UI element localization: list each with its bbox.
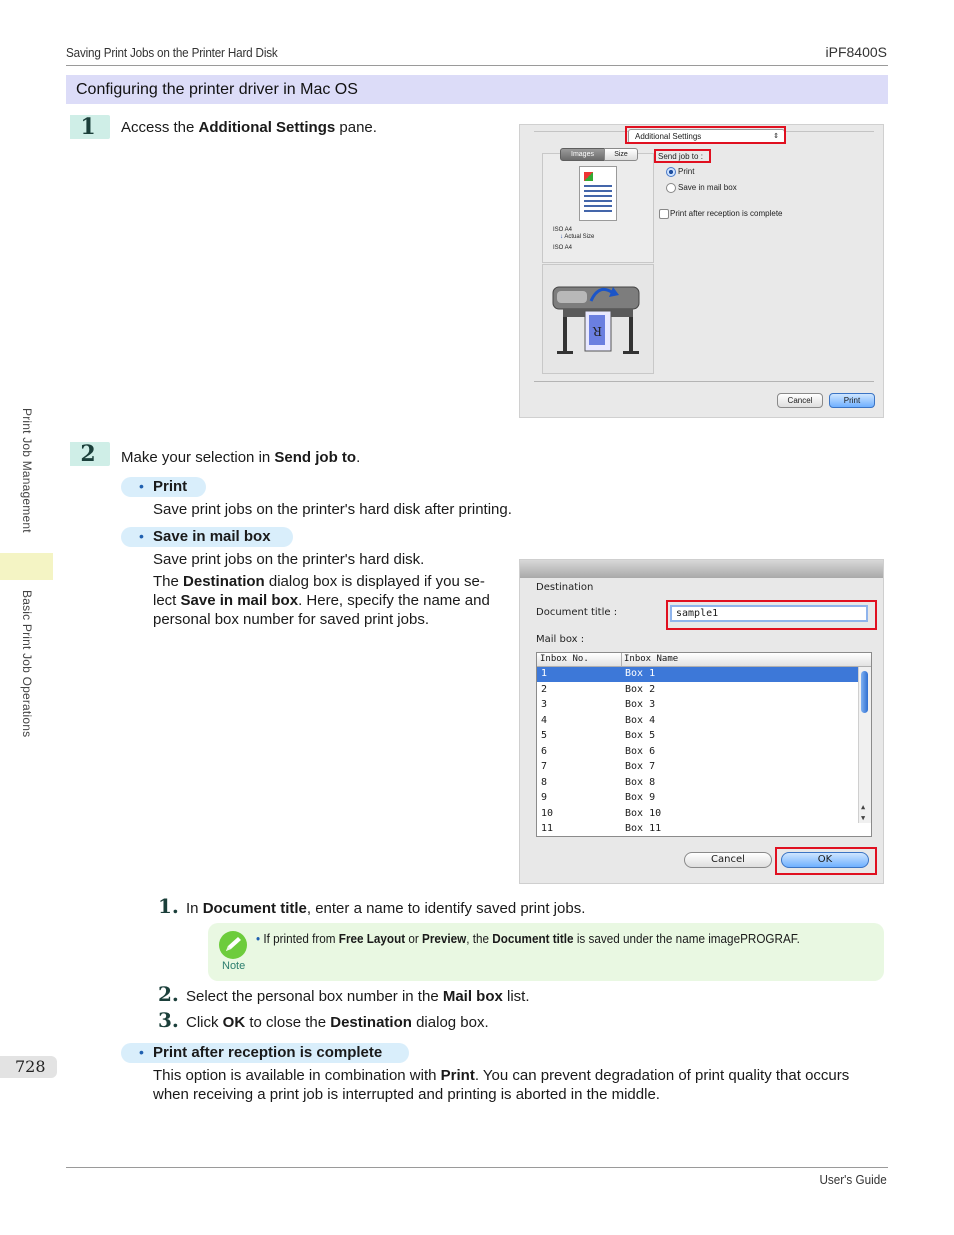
dest-text: The bbox=[153, 573, 184, 590]
text-line bbox=[584, 185, 612, 187]
inbox-number: 5 bbox=[541, 730, 548, 741]
inbox-name: Box 7 bbox=[625, 761, 656, 772]
inbox-name: Box 5 bbox=[625, 730, 656, 741]
step-2-text bbox=[121, 448, 360, 467]
document-title-input[interactable]: sample1 bbox=[670, 605, 868, 622]
running-header-left: Saving Print Jobs on the Printer Hard Disk bbox=[66, 45, 278, 60]
destination-line-2 bbox=[153, 591, 513, 610]
step-1-bold: Additional Settings bbox=[198, 119, 336, 136]
additional-settings-screenshot bbox=[519, 124, 884, 418]
sidebar-section: Basic Print Job Operations bbox=[20, 590, 34, 738]
mail-box-label: Mail box : bbox=[536, 634, 585, 645]
arrow-down-icon: ↓ bbox=[560, 234, 563, 240]
inbox-name: Box 2 bbox=[625, 683, 656, 695]
option-after-reception-description bbox=[153, 1066, 888, 1104]
step-1-post: pane. bbox=[335, 119, 377, 136]
list-item[interactable] bbox=[537, 714, 859, 729]
scrollbar-thumb[interactable] bbox=[861, 671, 868, 713]
text-line bbox=[584, 190, 612, 192]
option-after-reception-pill bbox=[121, 1043, 409, 1063]
section-title: Configuring the printer driver in Mac OS bbox=[76, 81, 358, 98]
step-1-pre: Access the bbox=[121, 119, 199, 136]
inbox-name: Box 9 bbox=[625, 792, 656, 803]
substep-1-text bbox=[186, 899, 585, 918]
header-rule bbox=[66, 65, 888, 66]
substep-bold: OK bbox=[222, 1014, 246, 1031]
scroll-down-icon[interactable]: ▼ bbox=[861, 814, 866, 822]
text-line bbox=[584, 195, 612, 197]
text-line bbox=[584, 210, 612, 212]
step-2-pre: Make your selection in bbox=[121, 449, 275, 466]
list-scrollbar[interactable] bbox=[858, 667, 871, 823]
bullet-icon: • bbox=[256, 931, 261, 946]
substep-2-number: 2. bbox=[158, 982, 179, 1006]
dialog-titlebar bbox=[520, 560, 883, 578]
option-print-description: Save print jobs on the printer's hard disk after printing. bbox=[153, 501, 512, 518]
substep-text: list. bbox=[502, 988, 530, 1005]
sidebar-highlight bbox=[0, 553, 53, 580]
option-print-label: Print bbox=[153, 478, 188, 495]
pane-dropdown-label: Additional Settings bbox=[635, 132, 702, 141]
list-item[interactable] bbox=[537, 822, 859, 837]
inbox-name: Box 11 bbox=[625, 823, 662, 834]
step-1-text bbox=[121, 118, 377, 137]
substep-text: Click bbox=[186, 1014, 223, 1031]
destination-dialog-screenshot bbox=[519, 559, 884, 884]
note-label: Note bbox=[222, 960, 246, 972]
column-inbox-no[interactable]: Inbox No. bbox=[540, 654, 589, 664]
column-divider bbox=[621, 653, 622, 666]
inbox-name: Box 1 bbox=[625, 668, 656, 679]
running-header-right: iPF8400S bbox=[825, 44, 887, 60]
note-bold: Free Layout bbox=[338, 931, 406, 946]
note-text bbox=[256, 931, 800, 946]
inbox-number: 3 bbox=[541, 699, 548, 710]
column-inbox-name[interactable]: Inbox Name bbox=[624, 654, 679, 664]
option-mailbox-label: Save in mail box bbox=[153, 528, 271, 545]
note-text-part: or bbox=[405, 931, 423, 946]
substep-bold: Mail box bbox=[442, 988, 503, 1005]
option-mailbox-pill bbox=[121, 527, 293, 547]
scroll-up-icon[interactable]: ▲ bbox=[861, 803, 866, 811]
destination-line-1 bbox=[153, 572, 513, 591]
list-header bbox=[537, 653, 871, 667]
text-line bbox=[584, 200, 612, 202]
substep-text: Select the personal box number in the bbox=[186, 988, 443, 1005]
list-item[interactable] bbox=[537, 683, 859, 698]
inbox-name: Box 10 bbox=[625, 807, 662, 819]
radio-save-in-mail-box[interactable] bbox=[666, 183, 676, 193]
after-text: . You can prevent degradation of print quality that occurs bbox=[474, 1067, 850, 1084]
inbox-number: 1 bbox=[541, 668, 548, 679]
list-item[interactable] bbox=[537, 760, 859, 775]
ok-button-highlight bbox=[775, 847, 877, 875]
page-number-tab bbox=[0, 1056, 57, 1078]
footer-guide: User's Guide bbox=[819, 1172, 887, 1187]
step-2-badge bbox=[66, 442, 110, 466]
printer-illustration-icon bbox=[543, 265, 653, 373]
document-title-highlight bbox=[666, 600, 877, 630]
step-2-bold: Send job to bbox=[274, 449, 357, 466]
substep-text: dialog box. bbox=[411, 1014, 489, 1031]
inbox-name: Box 6 bbox=[625, 745, 656, 757]
substep-3-text bbox=[186, 1013, 489, 1032]
inbox-name: Box 4 bbox=[625, 714, 656, 726]
paper-size-bottom: ISO A4 bbox=[553, 245, 573, 251]
inbox-number: 2 bbox=[541, 683, 548, 695]
radio-print[interactable] bbox=[666, 167, 676, 177]
sidebar-chapter: Print Job Management bbox=[20, 408, 34, 533]
text-line bbox=[584, 205, 612, 207]
print-after-reception-label: Print after reception is complete bbox=[670, 209, 783, 218]
substep-3-number: 3. bbox=[158, 1008, 179, 1032]
inbox-name: Box 8 bbox=[625, 776, 656, 788]
note-text-part: , the bbox=[466, 931, 493, 946]
list-item[interactable] bbox=[537, 698, 859, 713]
paper-size-top: ISO A4 bbox=[553, 227, 573, 233]
inbox-number: 4 bbox=[541, 714, 548, 726]
inbox-number: 9 bbox=[541, 792, 548, 803]
pencil-glyph bbox=[219, 931, 247, 959]
inbox-number: 8 bbox=[541, 776, 548, 788]
dest-text: . Here, specify the name and bbox=[298, 592, 490, 609]
note-text-part: If printed from bbox=[263, 931, 339, 946]
updown-arrows-icon: ⇕ bbox=[773, 133, 779, 140]
note-bold: Preview bbox=[422, 931, 467, 946]
mail-box-list[interactable] bbox=[536, 652, 872, 837]
substep-text: to close the bbox=[245, 1014, 331, 1031]
destination-line-3: personal box number for saved print jobs. bbox=[153, 611, 429, 628]
substep-bold: Document title bbox=[202, 900, 307, 917]
bullet-icon: • bbox=[139, 478, 144, 494]
inbox-number: 11 bbox=[541, 823, 554, 834]
print-after-reception-checkbox[interactable] bbox=[659, 209, 669, 219]
tab-images[interactable]: Images bbox=[560, 148, 605, 161]
actual-size-row bbox=[560, 234, 594, 240]
substep-2-text bbox=[186, 987, 530, 1006]
radio-print-label: Print bbox=[678, 167, 695, 176]
substep-text: , enter a name to identify saved print jobs. bbox=[306, 900, 586, 917]
image-thumbnail-icon bbox=[584, 172, 593, 181]
dest-text: dialog box is displayed if you se- bbox=[264, 573, 485, 590]
step-1-number: 1 bbox=[80, 114, 96, 140]
inbox-number: 10 bbox=[541, 807, 554, 819]
buttons-separator bbox=[534, 381, 874, 382]
pencil-icon bbox=[219, 931, 247, 959]
send-job-to-label: Send job to : bbox=[658, 152, 703, 161]
bullet-icon: • bbox=[139, 528, 144, 544]
dialog-ok-button[interactable]: OK bbox=[781, 852, 869, 868]
svg-text:R: R bbox=[592, 324, 602, 338]
bullet-icon: • bbox=[139, 1044, 144, 1060]
note-box bbox=[208, 923, 884, 981]
cancel-button[interactable]: Cancel bbox=[777, 393, 823, 408]
dropdown-highlight bbox=[625, 126, 786, 144]
radio-save-in-mail-box-label: Save in mail box bbox=[678, 183, 737, 192]
inbox-number: 6 bbox=[541, 745, 548, 757]
list-item[interactable] bbox=[537, 745, 859, 760]
inbox-name: Box 3 bbox=[625, 699, 656, 710]
list-item[interactable] bbox=[537, 776, 859, 791]
note-bold: Document title bbox=[492, 931, 574, 946]
inbox-number: 7 bbox=[541, 761, 548, 772]
list-item[interactable] bbox=[537, 807, 859, 822]
substep-text: In bbox=[186, 900, 203, 917]
option-after-reception-label: Print after reception is complete bbox=[153, 1044, 383, 1061]
printer-image-panel bbox=[542, 264, 654, 374]
footer-rule bbox=[66, 1167, 888, 1168]
page-preview bbox=[579, 166, 617, 221]
list-item[interactable] bbox=[537, 791, 859, 806]
section-heading bbox=[66, 75, 888, 104]
after-text: This option is available in combination with bbox=[153, 1067, 441, 1084]
dest-bold: Save in mail box bbox=[180, 592, 299, 609]
dialog-cancel-button[interactable]: Cancel bbox=[684, 852, 772, 868]
dialog-title: Destination bbox=[536, 582, 594, 593]
note-text-part: is saved under the name imagePROGRAF. bbox=[573, 931, 800, 946]
dest-bold: Destination bbox=[183, 573, 265, 590]
dest-text: lect bbox=[153, 592, 181, 609]
tab-size[interactable]: Size bbox=[604, 148, 638, 161]
print-button[interactable]: Print bbox=[829, 393, 875, 408]
page-number: 728 bbox=[15, 1057, 46, 1076]
list-item[interactable] bbox=[537, 729, 859, 744]
substep-1-number: 1. bbox=[158, 894, 179, 918]
step-2-number: 2 bbox=[80, 441, 96, 467]
send-job-to-highlight bbox=[654, 149, 711, 163]
after-bold: Print bbox=[440, 1067, 475, 1084]
option-mailbox-description: Save print jobs on the printer's hard disk. bbox=[153, 551, 425, 568]
document-title-label: Document title : bbox=[536, 607, 618, 618]
substep-bold: Destination bbox=[330, 1014, 412, 1031]
after-line-1 bbox=[153, 1066, 888, 1085]
step-2-post: . bbox=[356, 449, 361, 466]
after-line-2: when receiving a print job is interrupted and printing is aborted in the middle. bbox=[153, 1086, 660, 1103]
option-print-pill bbox=[121, 477, 206, 497]
destination-paragraph bbox=[153, 572, 513, 629]
step-1-badge bbox=[66, 115, 110, 139]
actual-size-label: Actual Size bbox=[564, 234, 595, 240]
list-item[interactable] bbox=[537, 667, 859, 682]
